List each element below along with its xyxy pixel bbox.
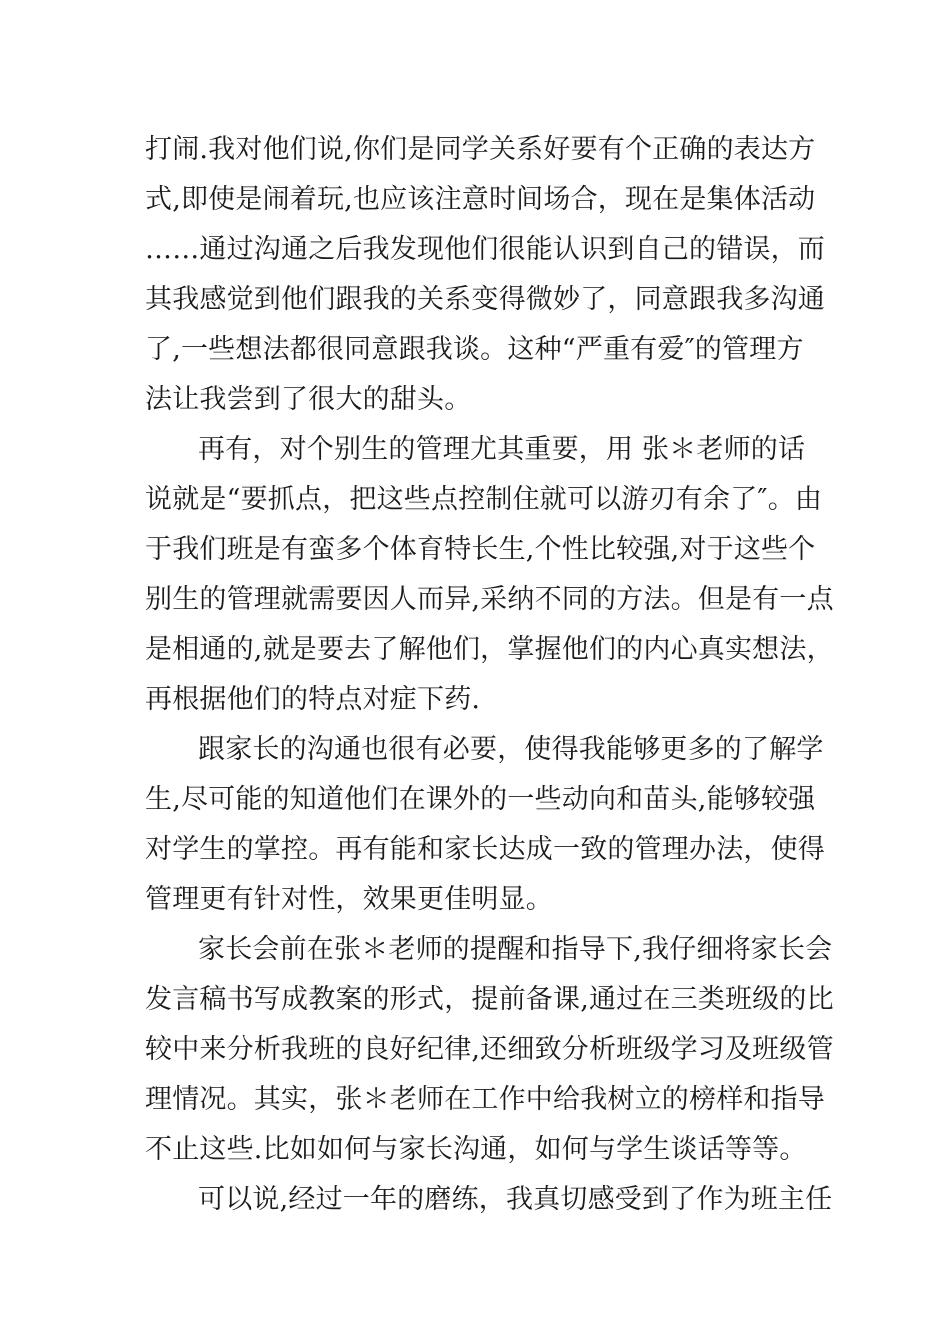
text-line: 了,一些想法都很同意跟我谈。这种“严重有爱″的管理方 [145, 334, 804, 365]
text-line: 法让我尝到了很大的甜头。 [145, 384, 472, 415]
text-line: 对学生的掌控。再有能和家长达成一致的管理办法，使得 [145, 834, 825, 865]
text-line: 不止这些.比如如何与家长沟通，如何与学生谈话等等。 [145, 1134, 807, 1165]
text-line: 说就是“要抓点，把这些点控制住就可以游刃有余了″。由 [145, 484, 823, 515]
text-line: 管理更有针对性，效果更佳明显。 [145, 884, 553, 915]
text-line: 式,即使是闹着玩,也应该注意时间场合，现在是集体活动 [145, 184, 816, 215]
text-line: 较中来分析我班的良好纪律,还细致分析班级学习及班级管 [145, 1034, 834, 1065]
text-line: 别生的管理就需要因人而异,采纳不同的方法。但是有一点 [145, 584, 834, 615]
text-line: 生,尽可能的知道他们在课外的一些动向和苗头,能够较强 [145, 784, 816, 815]
text-line: 于我们班是有蛮多个体育特长生,个性比较强,对于这些个 [145, 534, 816, 565]
text-line: 再根据他们的特点对症下药. [145, 684, 481, 715]
text-line: 打闹.我对他们说,你们是同学关系好要有个正确的表达方 [145, 134, 816, 165]
text-line: 理情况。其实，张＊老师在工作中给我树立的榜样和指导 [145, 1084, 825, 1115]
text-line: ……通过沟通之后我发现他们很能认识到自己的错误，而 [145, 234, 825, 265]
paragraph-start-line: 跟家长的沟通也很有必要，使得我能够更多的了解学 [198, 734, 824, 765]
text-line: 是相通的,就是要去了解他们，掌握他们的内心真实想法， [145, 634, 834, 665]
paragraph-start-line: 可以说,经过一年的磨练，我真切感受到了作为班主任 [198, 1184, 833, 1215]
text-line: 其我感觉到他们跟我的关系变得微妙了，同意跟我多沟通 [145, 284, 825, 315]
text-line: 发言稿书写成教案的形式，提前备课,通过在三类班级的比 [145, 984, 834, 1015]
paragraph-start-line: 家长会前在张＊老师的提醒和指导下,我仔细将家长会 [198, 934, 833, 965]
paragraph-start-line: 再有，对个别生的管理尤其重要，用 张＊老师的话 [198, 434, 806, 465]
